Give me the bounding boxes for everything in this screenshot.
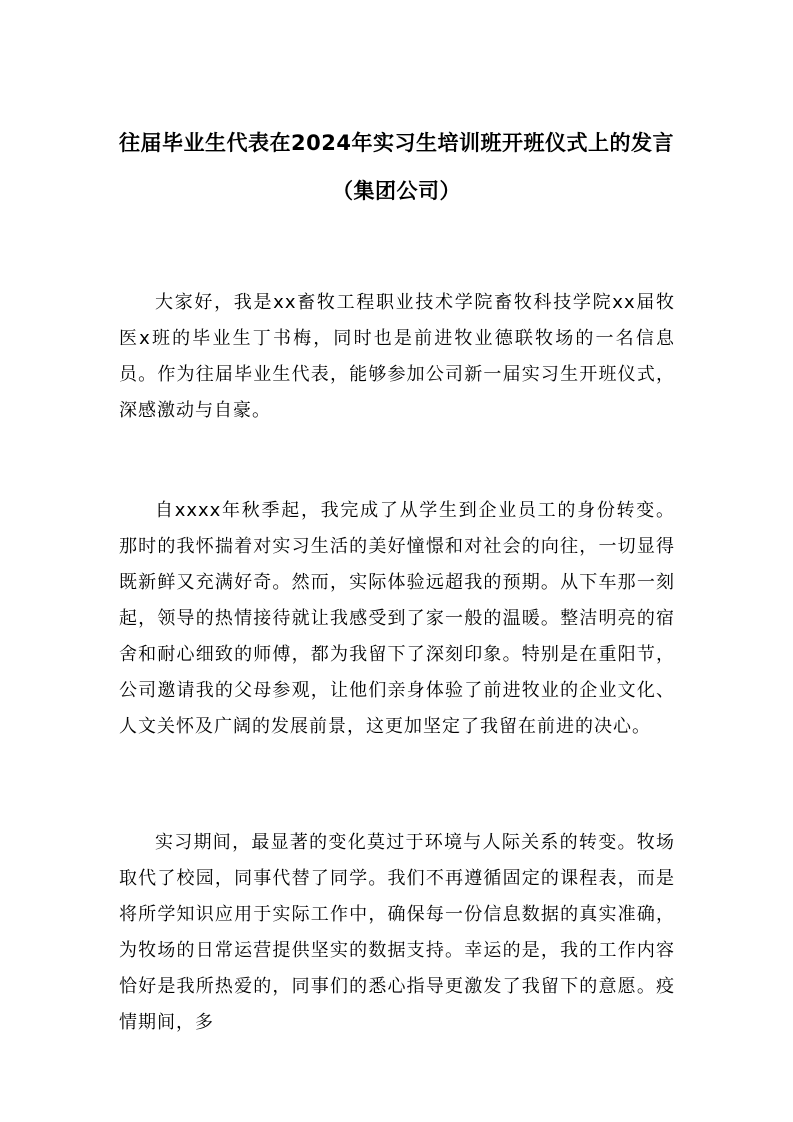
paragraph-internship: 实习期间，最显著的变化莫过于环境与人际关系的转变。牧场取代了校园，同事代替了同学。我们不再遵循固定的课程表，而是将所学知识应用于实际工作中，确保每一份信息数据的真实准确，为牧场的日常运营提供坚实的数据支持。幸运的是，我的工作内容恰好是我所热爱的，同事们的悉心指导更激发了我留下的意愿。疫情期间，多 [119,832,675,1033]
document-subtitle: （集团公司） [332,179,461,203]
document-title: 往届毕业生代表在2024年实习生培训班开班仪式上的发言 [119,131,674,155]
paragraph-transition: 自xxxx年秋季起，我完成了从学生到企业员工的身份转变。那时的我怀揣着对实习生活的美好憧憬和对社会的向往，一切显得既新鲜又充满好奇。然而，实际体验远超我的预期。从下车那一刻起，领导的热情接待就让我感受到了家一般的温暖。整洁明亮的宿舍和耐心细致的师傅，都为我留下了深刻印象。特别是在重阳节，公司邀请我的父母参观，让他们亲身体验了前进牧业的企业文化、人文关怀及广阔的发展前景，这更加坚定了我留在前进的决心。 [119,500,675,737]
paragraph-greeting: 大家好，我是xx畜牧工程职业技术学院畜牧科技学院xx届牧医x班的毕业生丁书梅，同时也是前进牧业德联牧场的一名信息员。作为往届毕业生代表，能够参加公司新一届实习生开班仪式，深感激动与自豪。 [119,292,675,421]
